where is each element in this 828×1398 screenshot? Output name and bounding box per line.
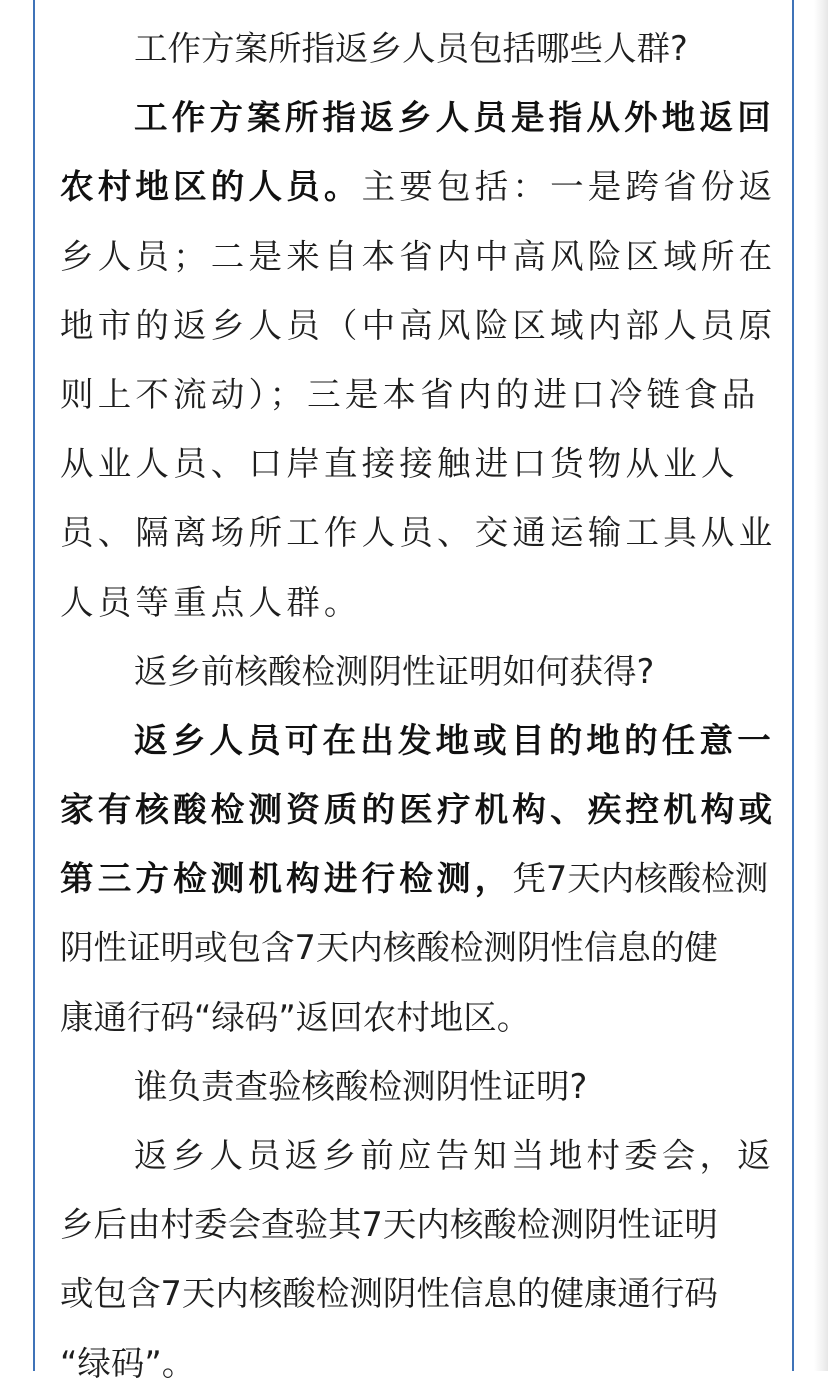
question-2: 返乡前核酸检测阴性证明如何获得?	[134, 651, 655, 691]
page-edge-shadow	[814, 0, 828, 1371]
answer-3-line-3: 或包含7天内核酸检测阴性信息的健康通行码	[60, 1274, 718, 1314]
answer-2-bold-part: 第三方检测机构进行检测，	[60, 859, 513, 899]
answer-1-line-1: 工作方案所指返乡人员是指从外地返回	[134, 98, 775, 138]
answer-2-line-1: 返乡人员可在出发地或目的地的任意一	[134, 720, 775, 760]
answer-2-line-5: 康通行码“绿码”返回农村地区。	[60, 997, 531, 1037]
answer-1-line-7: 员、隔离场所工作人员、交通运输工具从业	[60, 513, 777, 553]
article-body	[60, 0, 777, 1398]
question-1: 工作方案所指返乡人员包括哪些人群?	[134, 29, 688, 68]
answer-1-line-2	[60, 152, 777, 221]
answer-1-bold-part: 农村地区的人员。	[60, 167, 362, 207]
answer-1-line-3: 乡人员；二是来自本省内中高风险区域所在	[60, 236, 777, 276]
answer-3-line-2: 乡后由村委会查验其7天内核酸检测阴性证明	[60, 1205, 718, 1245]
answer-1-line-4: 地市的返乡人员（中高风险区域内部人员原	[60, 305, 777, 345]
answer-2-line-3	[60, 844, 770, 913]
answer-2-line-2: 家有核酸检测资质的医疗机构、疾控机构或	[60, 790, 777, 830]
answer-2-line-4: 阴性证明或包含7天内核酸检测阴性信息的健	[60, 928, 718, 968]
answer-1-line-8: 人员等重点人群。	[60, 582, 362, 622]
answer-1-line-5: 则上不流动）；三是本省内的进口冷链食品	[60, 374, 760, 414]
answer-3-line-1: 返乡人员返乡前应告知当地村委会，返	[134, 1136, 775, 1175]
answer-1-line-6: 从业人员、口岸直接接触进口货物从业人	[60, 444, 739, 484]
answer-1-regular-part: 主要包括：一是跨省份返	[361, 167, 777, 207]
question-3: 谁负责查验核酸检测阴性证明?	[134, 1066, 588, 1106]
answer-2-regular-part: 凭7天内核酸检测	[512, 859, 769, 899]
answer-3-line-4: “绿码”。	[60, 1343, 196, 1383]
